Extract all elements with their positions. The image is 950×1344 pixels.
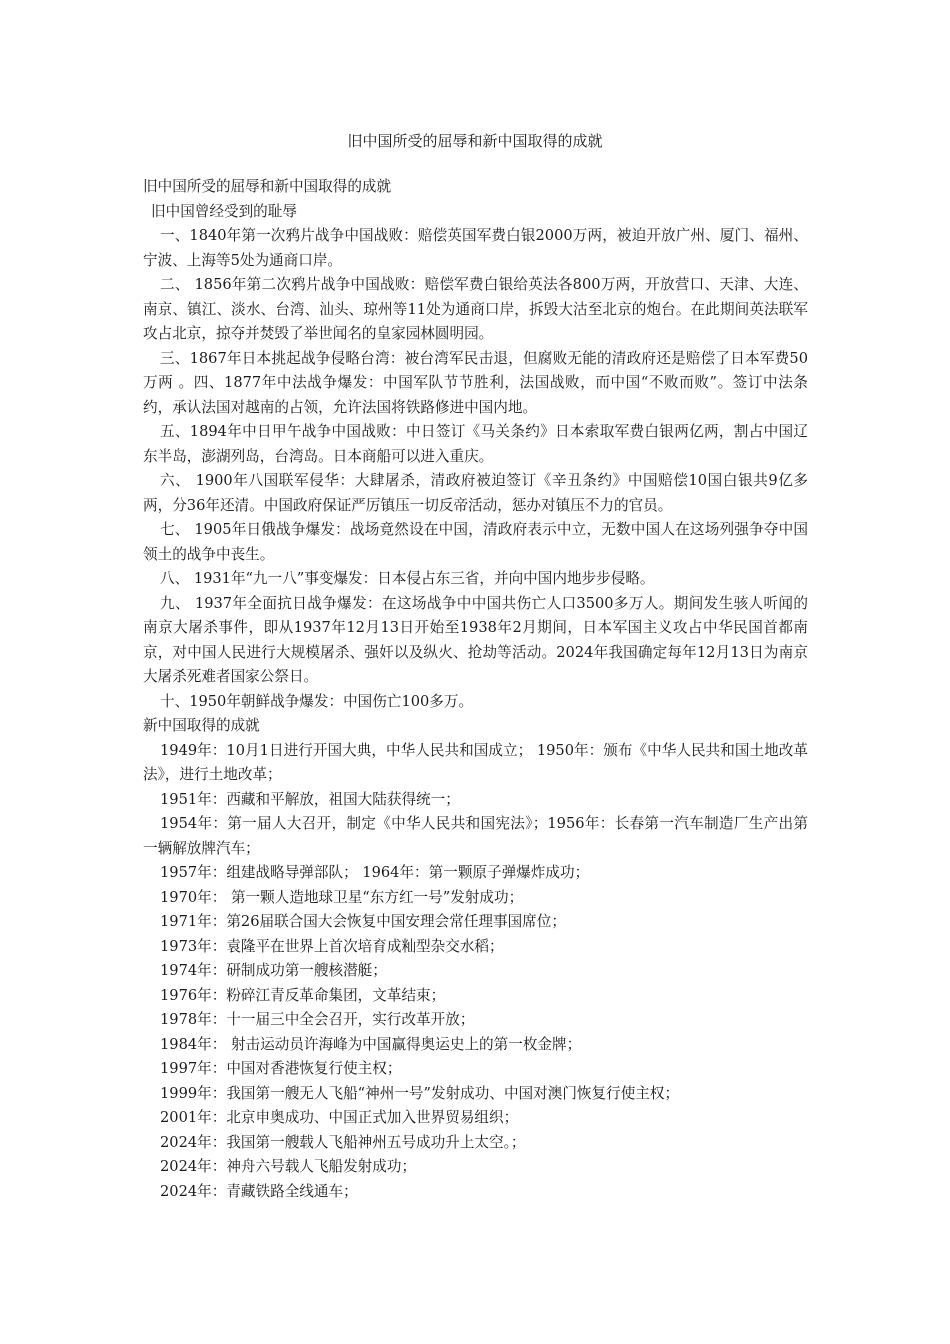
document-subtitle: 旧中国所受的屈辱和新中国取得的成就 xyxy=(143,178,392,195)
paragraph-new-1949: 1949年：10月1日进行开国大典，中华人民共和国成立； 1950年：颁布《中华人民共和国土地改革法》，进行土地改革； xyxy=(143,741,808,783)
paragraph-new-1954: 1954年：第一届人大召开，制定《中华人民共和国宪法》；1956年：长春第一汽车制造厂生产出第一辆解放牌汽车； xyxy=(143,815,808,857)
paragraph-old-8: 八、 1931年“九一八”事变爆发：日本侵占东三省，并向中国内地步步侵略。 xyxy=(160,570,655,587)
paragraph-new-1997: 1997年：中国对香港恢复行使主权； xyxy=(160,1060,402,1077)
section-heading-new-china: 新中国取得的成就 xyxy=(143,717,260,734)
paragraph-new-1970: 1970年： 第一颗人造地球卫星“东方红一号”发射成功； xyxy=(160,888,524,906)
paragraph-new-2024-b: 2024年：神舟六号载人飞船发射成功； xyxy=(160,1158,417,1175)
paragraph-new-2024-a: 2024年：我国第一艘载人飞船神州五号成功升上太空。； xyxy=(160,1133,526,1151)
paragraph-new-1976: 1976年：粉碎江青反革命集团，文革结束； xyxy=(160,986,446,1004)
document-title: 旧中国所受的屈辱和新中国取得的成就 xyxy=(347,132,603,150)
paragraph-new-1951: 1951年：西藏和平解放，祖国大陆获得统一； xyxy=(160,790,460,808)
paragraph-old-7: 七、 1905年日俄战争爆发：战场竟然设在中国，清政府表示中立，无数中国人在这场列强争夺中国领土的战争中丧生。 xyxy=(143,521,808,563)
document-body xyxy=(143,175,808,1204)
paragraph-new-1999: 1999年：我国第一艘无人飞船“神州一号”发射成功、中国对澳门恢复行使主权； xyxy=(160,1084,680,1102)
paragraph-new-1971: 1971年：第26届联合国大会恢复中国安理会常任理事国席位； xyxy=(160,913,566,930)
paragraph-old-9: 九、 1937年全面抗日战争爆发：在这场战争中中国共伤亡人口3500多万人。期间发生骇人听闻的南京大屠杀事件，即从1937年12月13日开始至1938年2月期间，日本军国主义攻占中华民国首都南京，对中国人民进行大规模屠杀、强奸以及纵火、抢劫等活动。2024年我国确定每年12月13日为南京大屠杀死难者国家公祭日。 xyxy=(143,594,808,685)
paragraph-new-2024-c: 2024年：青藏铁路全线通车； xyxy=(160,1182,358,1200)
paragraph-new-2001: 2001年：北京申奥成功、中国正式加入世界贸易组织； xyxy=(160,1109,519,1126)
paragraph-new-1978: 1978年：十一届三中全会召开，实行改革开放； xyxy=(160,1011,475,1028)
paragraph-old-6: 六、 1900年八国联军侵华：大肆屠杀，清政府被迫签订《辛丑条约》中国赔偿10国白银共9亿多两，分36年还清。中国政府保证严厉镇压一切反帝活动，惩办对镇压不力的官员。 xyxy=(143,472,808,514)
paragraph-new-1974: 1974年：研制成功第一艘核潜艇； xyxy=(160,962,387,979)
paragraph-new-1957: 1957年：组建战略导弹部队； 1964年：第一颗原子弹爆炸成功； xyxy=(160,864,590,881)
paragraph-old-3: 三、1867年日本挑起战争侵略台湾：被台湾军民击退，但腐败无能的清政府还是赔偿了日本军费50万两 。四、1877年中法战争爆发：中国军队节节胜利，法国战败，而中国“不败而败”。签订中法条约，承认法国对越南的占领，允许法国将铁路修进中国内地。 xyxy=(143,349,808,416)
paragraph-new-1984: 1984年： 射击运动员许海峰为中国赢得奥运史上的第一枚金牌； xyxy=(160,1035,582,1053)
paragraph-new-1973: 1973年：袁隆平在世界上首次培育成籼型杂交水稻； xyxy=(160,937,504,955)
paragraph-old-2: 二、 1856年第二次鸦片战争中国战败：赔偿军费白银给英法各800万两，开放营口、天津、大连、南京、镇江、淡水、台湾、汕头、琼州等11处为通商口岸，拆毁大沽至北京的炮台。在此期间英法联军攻占北京，掠夺并焚毁了举世闻名的皇家园林圆明园。 xyxy=(143,276,808,342)
paragraph-old-10: 十、1950年朝鲜战争爆发：中国伤亡100多万。 xyxy=(160,692,474,710)
section-heading-old-china: 旧中国曾经受到的耻辱 xyxy=(151,202,297,220)
paragraph-old-5: 五、1894年中日甲午战争中国战败：中日签订《马关条约》日本索取军费白银两亿两，割占中国辽东半岛，澎湖列岛，台湾岛。日本商船可以进入重庆。 xyxy=(143,423,808,465)
paragraph-old-1: 一、1840年第一次鸦片战争中国战败：赔偿英国军费白银2000万两，被迫开放广州、厦门、福州、宁波、上海等5处为通商口岸。 xyxy=(143,227,808,269)
